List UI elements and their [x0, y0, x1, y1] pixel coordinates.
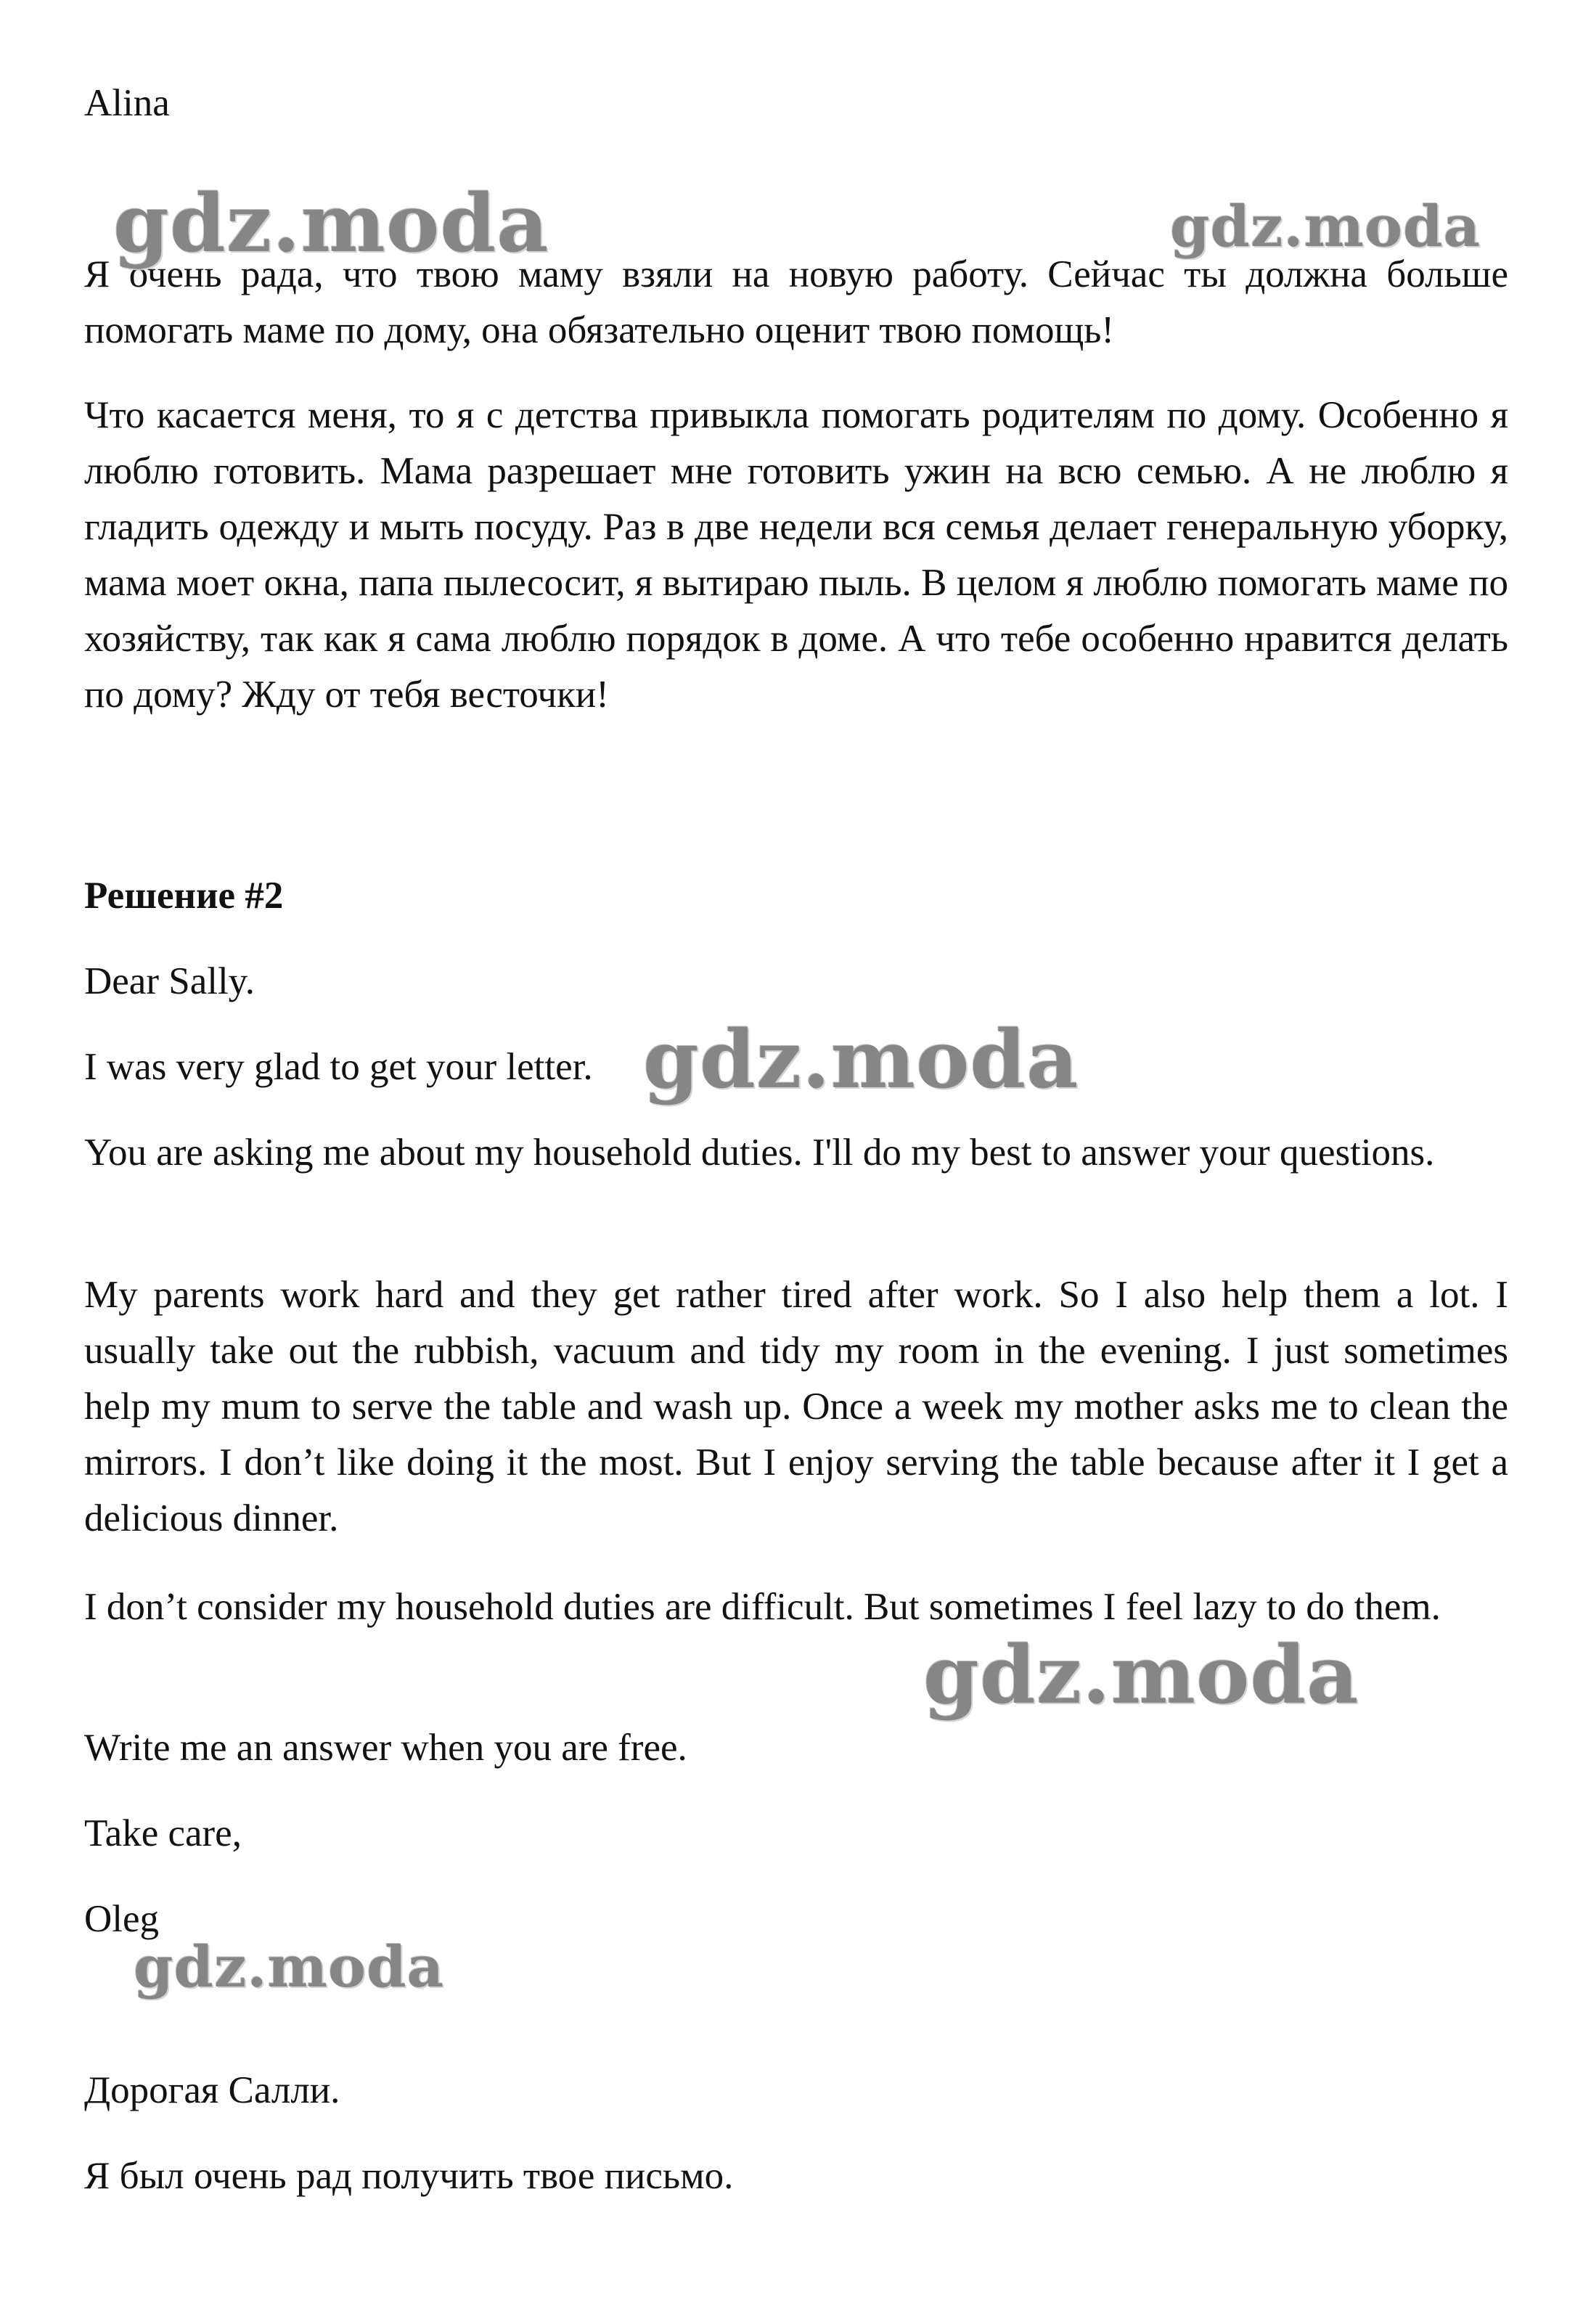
letter1-paragraph-2: Что касается меня, то я с детства привыкла помогать родителям по дому. Особенно я люблю готовить. Мама разрешает мне готовить ужин на всю семью. А не люблю я гладить одежду и мыть посуду. Раз в две недели вся семья делает генеральную уборку, мама моет окна, папа пылесосит, я вытираю пыль. В целом я люблю помогать маме по хозяйству, так как я сама люблю порядок в доме. А что тебе особенно нравится делать по дому? Жду от тебя весточки!	[84, 394, 1508, 716]
watermark-logo: gdz.moda	[1170, 194, 1481, 260]
watermark-logo: gdz.moda	[643, 1012, 1079, 1106]
letter2-paragraph-2: My parents work hard and they get rather tired after work. So I also help them a lot. I usually take out the rubbish, vacuum and tidy my room in the evening. I just sometimes help my mum to serve the table and wash up. Once a week my mother asks me to clean the mirrors. I don’t like doing it the most. But I enjoy serving the table because after it I get a delicious dinner.	[84, 1274, 1508, 1539]
watermark-logo: gdz.moda	[134, 1934, 445, 2000]
letter1-paragraph-1: Я очень рада, что твою маму взяли на новую работу. Сейчас ты должна больше помогать маме по дому, она обязательно оценит твою помощь!	[84, 253, 1508, 351]
letter2-line-1: I was very glad to get your letter.	[84, 1046, 593, 1088]
letter2-paragraph-1: You are asking me about my household duties. I'll do my best to answer your questions.	[84, 1132, 1435, 1174]
translation-greeting: Дорогая Салли.	[84, 2069, 340, 2111]
letter2-greeting: Dear Sally.	[84, 960, 255, 1002]
watermark-logo: gdz.moda	[923, 1628, 1359, 1722]
watermark-logo: gdz.moda	[113, 176, 549, 270]
letter1-signature: Alina	[84, 82, 170, 124]
letter2-signature: Oleg	[84, 1898, 160, 1940]
letter2-line-2: Write me an answer when you are free.	[84, 1727, 687, 1769]
solution-heading: Решение #2	[84, 875, 284, 917]
letter2-closing: Take care,	[84, 1812, 242, 1854]
translation-line-1: Я был очень рад получить твое письмо.	[84, 2155, 734, 2197]
letter2-paragraph-3: I don’t consider my household duties are difficult. But sometimes I feel lazy to do them.	[84, 1586, 1441, 1628]
